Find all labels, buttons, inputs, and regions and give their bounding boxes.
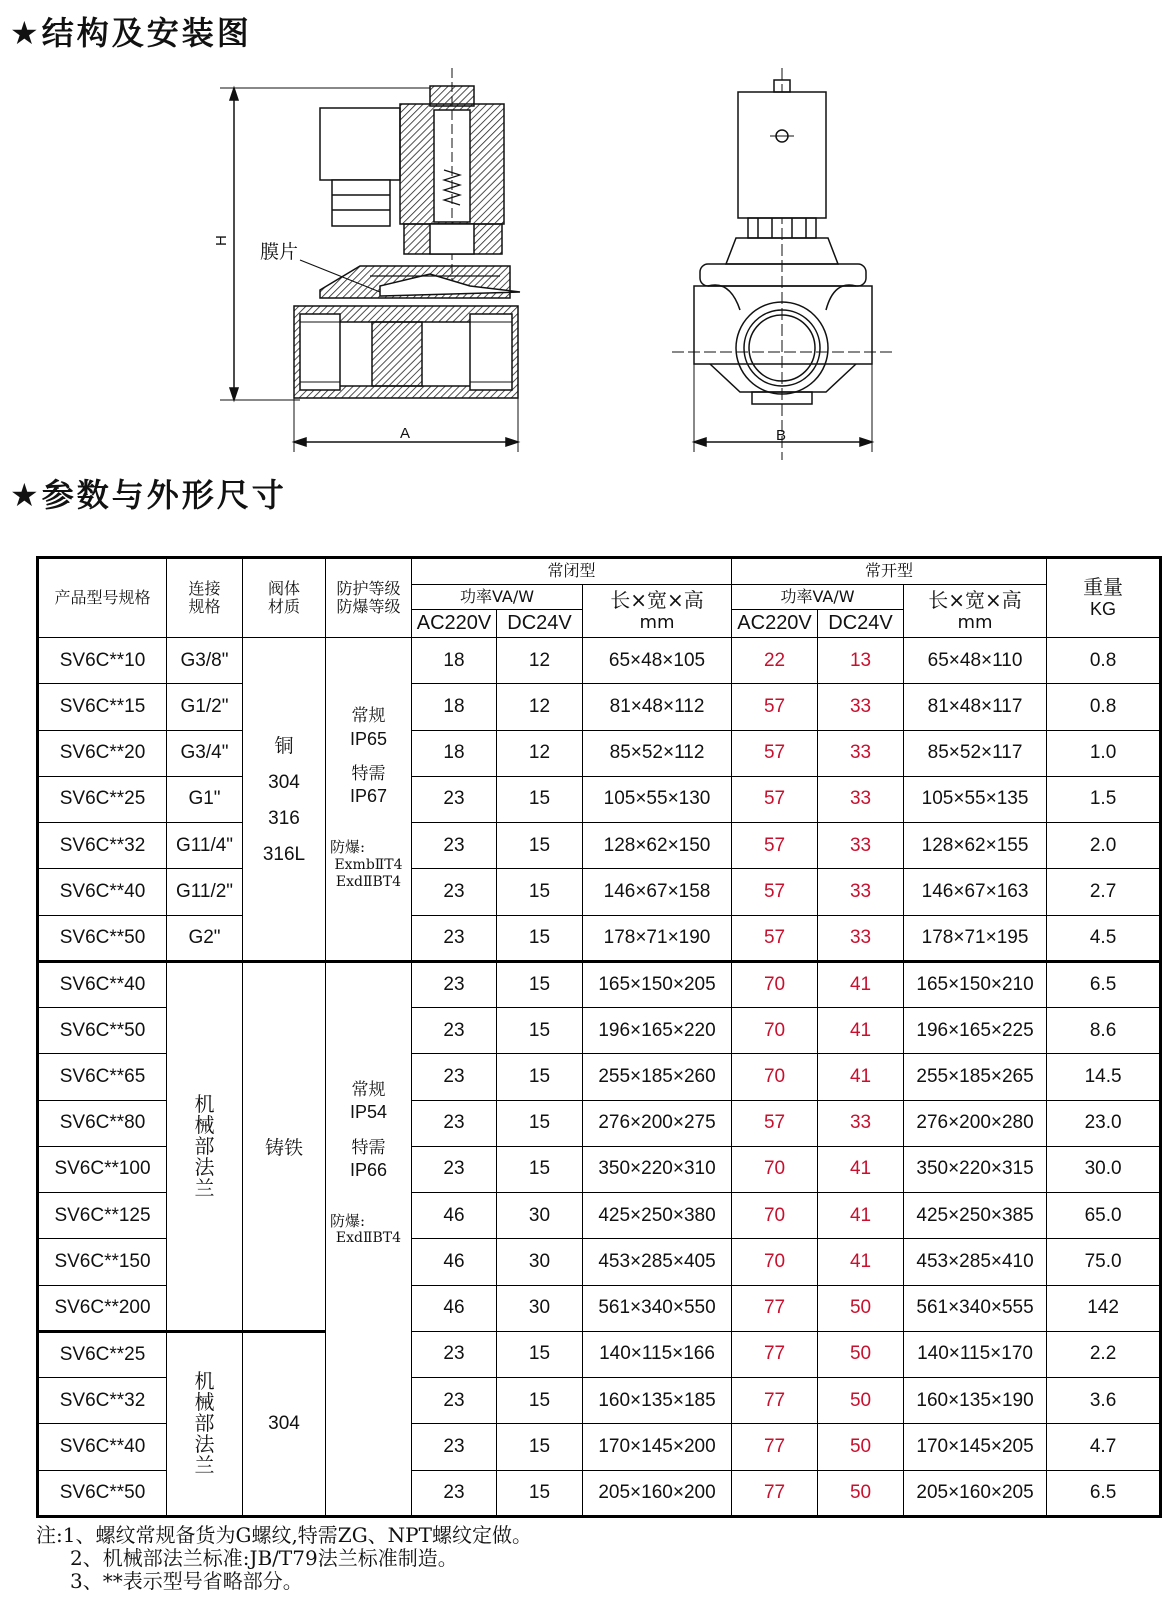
no-ac-cell: 77 <box>732 1331 818 1377</box>
no-ac-cell: 57 <box>732 776 818 822</box>
nc-dims-cell: 140×115×166 <box>583 1331 732 1377</box>
no-ac-cell: 22 <box>732 638 818 684</box>
table-row <box>38 1331 1161 1377</box>
no-dims-cell: 205×160×205 <box>904 1470 1047 1517</box>
no-ac-cell: 70 <box>732 1054 818 1100</box>
no-ac-cell: 57 <box>732 823 818 869</box>
nc-dims-cell: 170×145×200 <box>583 1424 732 1470</box>
nc-ac-cell: 46 <box>412 1285 497 1331</box>
spec-table <box>36 556 1162 1518</box>
nc-dims-cell: 276×200×275 <box>583 1100 732 1146</box>
nc-dims-cell: 81×48×112 <box>583 684 732 730</box>
weight-cell: 75.0 <box>1047 1239 1161 1285</box>
weight-cell: 4.7 <box>1047 1424 1161 1470</box>
table-row <box>38 961 1161 1007</box>
weight-cell: 0.8 <box>1047 684 1161 730</box>
header-dims-no: 长×宽×高 mm <box>904 585 1047 638</box>
material-cell: 铸铁 <box>243 961 326 1331</box>
model-cell: SV6C**80 <box>38 1100 167 1146</box>
no-ac-cell: 57 <box>732 915 818 961</box>
header-connection: 连接 规格 <box>167 558 243 638</box>
nc-ac-cell: 18 <box>412 684 497 730</box>
nc-dc-cell: 15 <box>497 1100 583 1146</box>
note-3: 3、**表示型号省略部分。 <box>70 1569 303 1593</box>
header-dc-no: DC24V <box>818 610 904 638</box>
header-material: 阀体 材质 <box>243 558 326 638</box>
nc-dims-cell: 196×165×220 <box>583 1008 732 1054</box>
no-ac-cell: 57 <box>732 684 818 730</box>
model-cell: SV6C**50 <box>38 915 167 961</box>
model-cell: SV6C**25 <box>38 1331 167 1377</box>
nc-dc-cell: 15 <box>497 1470 583 1517</box>
no-dc-cell: 41 <box>818 1239 904 1285</box>
table-row <box>38 915 1161 961</box>
no-ac-cell: 70 <box>732 1193 818 1239</box>
nc-ac-cell: 23 <box>412 1424 497 1470</box>
no-dc-cell: 33 <box>818 1100 904 1146</box>
no-ac-cell: 57 <box>732 869 818 915</box>
nc-dc-cell: 15 <box>497 1054 583 1100</box>
note-2: 2、机械部法兰标准:JB/T79法兰标准制造。 <box>70 1546 458 1570</box>
connection-cell: G11/2" <box>167 869 243 915</box>
no-ac-cell: 77 <box>732 1470 818 1517</box>
nc-dc-cell: 15 <box>497 1331 583 1377</box>
table-row <box>38 823 1161 869</box>
no-dims-cell: 561×340×555 <box>904 1285 1047 1331</box>
nc-ac-cell: 23 <box>412 961 497 1007</box>
nc-dims-cell: 205×160×200 <box>583 1470 732 1517</box>
table-row <box>38 776 1161 822</box>
no-dims-cell: 160×135×190 <box>904 1378 1047 1424</box>
no-dims-cell: 196×165×225 <box>904 1008 1047 1054</box>
nc-dims-cell: 146×67×158 <box>583 869 732 915</box>
dim-b-label: B <box>776 427 787 444</box>
table-row <box>38 684 1161 730</box>
weight-cell: 2.7 <box>1047 869 1161 915</box>
weight-cell: 6.5 <box>1047 1470 1161 1517</box>
connection-cell: G3/8" <box>167 638 243 684</box>
nc-dims-cell: 178×71×190 <box>583 915 732 961</box>
model-cell: SV6C**20 <box>38 730 167 776</box>
weight-cell: 142 <box>1047 1285 1161 1331</box>
diaphragm-label: 膜片 <box>260 241 299 263</box>
connection-cell: G2" <box>167 915 243 961</box>
header-dc-nc: DC24V <box>497 610 583 638</box>
weight-cell: 1.5 <box>1047 776 1161 822</box>
model-cell: SV6C**40 <box>38 869 167 915</box>
nc-dc-cell: 15 <box>497 823 583 869</box>
model-cell: SV6C**50 <box>38 1008 167 1054</box>
no-dims-cell: 255×185×265 <box>904 1054 1047 1100</box>
model-cell: SV6C**100 <box>38 1146 167 1192</box>
protection-cell: 常规 IP54 特需 IP66 防爆: ExdⅡBT4 <box>326 961 412 1516</box>
no-dc-cell: 50 <box>818 1285 904 1331</box>
no-ac-cell: 77 <box>732 1424 818 1470</box>
model-cell: SV6C**125 <box>38 1193 167 1239</box>
no-dc-cell: 41 <box>818 1146 904 1192</box>
weight-cell: 6.5 <box>1047 961 1161 1007</box>
nc-ac-cell: 18 <box>412 730 497 776</box>
header-weight: 重量 KG <box>1047 558 1161 638</box>
no-dims-cell: 65×48×110 <box>904 638 1047 684</box>
no-ac-cell: 77 <box>732 1378 818 1424</box>
weight-cell: 65.0 <box>1047 1193 1161 1239</box>
header-power-no: 功率VA/W <box>732 585 904 610</box>
header-model: 产品型号规格 <box>38 558 167 638</box>
nc-ac-cell: 23 <box>412 915 497 961</box>
no-ac-cell: 70 <box>732 1239 818 1285</box>
header-power-nc: 功率VA/W <box>412 585 583 610</box>
no-ac-cell: 57 <box>732 1100 818 1146</box>
no-dims-cell: 350×220×315 <box>904 1146 1047 1192</box>
connection-cell: G1/2" <box>167 684 243 730</box>
section-title-params: ★参数与外形尺寸 <box>10 476 287 514</box>
model-cell: SV6C**40 <box>38 961 167 1007</box>
weight-cell: 30.0 <box>1047 1146 1161 1192</box>
weight-cell: 3.6 <box>1047 1378 1161 1424</box>
header-dims-nc: 长×宽×高 mm <box>583 585 732 638</box>
no-dc-cell: 50 <box>818 1331 904 1377</box>
table-row <box>38 730 1161 776</box>
nc-dc-cell: 12 <box>497 638 583 684</box>
nc-dc-cell: 15 <box>497 776 583 822</box>
weight-cell: 2.2 <box>1047 1331 1161 1377</box>
no-dc-cell: 41 <box>818 1193 904 1239</box>
model-cell: SV6C**150 <box>38 1239 167 1285</box>
no-ac-cell: 70 <box>732 1146 818 1192</box>
weight-cell: 0.8 <box>1047 638 1161 684</box>
model-cell: SV6C**32 <box>38 823 167 869</box>
nc-ac-cell: 23 <box>412 776 497 822</box>
header-ac-nc: AC220V <box>412 610 497 638</box>
no-dims-cell: 425×250×385 <box>904 1193 1047 1239</box>
nc-dc-cell: 15 <box>497 869 583 915</box>
nc-ac-cell: 23 <box>412 823 497 869</box>
table-row <box>38 869 1161 915</box>
nc-dims-cell: 561×340×550 <box>583 1285 732 1331</box>
nc-dc-cell: 12 <box>497 684 583 730</box>
no-dc-cell: 50 <box>818 1378 904 1424</box>
no-ac-cell: 70 <box>732 961 818 1007</box>
model-cell: SV6C**65 <box>38 1054 167 1100</box>
nc-ac-cell: 23 <box>412 1331 497 1377</box>
weight-cell: 1.0 <box>1047 730 1161 776</box>
nc-dc-cell: 15 <box>497 1378 583 1424</box>
nc-ac-cell: 23 <box>412 1146 497 1192</box>
no-dc-cell: 50 <box>818 1424 904 1470</box>
nc-dc-cell: 15 <box>497 1146 583 1192</box>
no-ac-cell: 70 <box>732 1008 818 1054</box>
notes <box>36 1524 532 1593</box>
nc-ac-cell: 46 <box>412 1239 497 1285</box>
header-normally-closed: 常闭型 <box>412 558 732 585</box>
no-dims-cell: 170×145×205 <box>904 1424 1047 1470</box>
no-dims-cell: 146×67×163 <box>904 869 1047 915</box>
nc-dims-cell: 425×250×380 <box>583 1193 732 1239</box>
nc-dc-cell: 12 <box>497 730 583 776</box>
nc-ac-cell: 18 <box>412 638 497 684</box>
model-cell: SV6C**15 <box>38 684 167 730</box>
connection-cell: G11/4" <box>167 823 243 869</box>
connection-cell: G3/4" <box>167 730 243 776</box>
no-dc-cell: 33 <box>818 684 904 730</box>
header-normally-open: 常开型 <box>732 558 1047 585</box>
no-dc-cell: 41 <box>818 961 904 1007</box>
dim-h-label: H <box>213 235 230 246</box>
no-dims-cell: 81×48×117 <box>904 684 1047 730</box>
header-ac-no: AC220V <box>732 610 818 638</box>
no-dims-cell: 165×150×210 <box>904 961 1047 1007</box>
nc-ac-cell: 23 <box>412 869 497 915</box>
model-cell: SV6C**32 <box>38 1378 167 1424</box>
nc-dc-cell: 15 <box>497 961 583 1007</box>
model-cell: SV6C**10 <box>38 638 167 684</box>
nc-ac-cell: 23 <box>412 1054 497 1100</box>
connection-cell: 机械部法兰 <box>167 961 243 1331</box>
connection-cell: G1" <box>167 776 243 822</box>
protection-cell: 常规 IP65 特需 IP67 防爆: ExmbⅡT4 ExdⅡBT4 <box>326 638 412 962</box>
nc-ac-cell: 23 <box>412 1470 497 1517</box>
weight-cell: 2.0 <box>1047 823 1161 869</box>
material-cell: 铜 304 316 316L <box>243 638 326 962</box>
nc-dc-cell: 30 <box>497 1285 583 1331</box>
nc-dims-cell: 160×135×185 <box>583 1378 732 1424</box>
table-row <box>38 638 1161 684</box>
nc-dims-cell: 65×48×105 <box>583 638 732 684</box>
header-protection: 防护等级 防爆等级 <box>326 558 412 638</box>
no-dc-cell: 41 <box>818 1054 904 1100</box>
model-cell: SV6C**40 <box>38 1424 167 1470</box>
no-dc-cell: 41 <box>818 1008 904 1054</box>
no-dc-cell: 33 <box>818 915 904 961</box>
no-dims-cell: 85×52×117 <box>904 730 1047 776</box>
valve-drawings <box>0 60 1170 480</box>
nc-dims-cell: 255×185×260 <box>583 1054 732 1100</box>
no-dims-cell: 453×285×410 <box>904 1239 1047 1285</box>
no-dims-cell: 105×55×135 <box>904 776 1047 822</box>
nc-ac-cell: 46 <box>412 1193 497 1239</box>
no-dc-cell: 33 <box>818 730 904 776</box>
no-dc-cell: 13 <box>818 638 904 684</box>
side-view <box>672 68 894 460</box>
connection-cell: 机械部法兰 <box>167 1331 243 1516</box>
nc-dc-cell: 30 <box>497 1239 583 1285</box>
no-ac-cell: 77 <box>732 1285 818 1331</box>
no-dc-cell: 50 <box>818 1470 904 1517</box>
weight-cell: 8.6 <box>1047 1008 1161 1054</box>
nc-dims-cell: 453×285×405 <box>583 1239 732 1285</box>
nc-ac-cell: 23 <box>412 1008 497 1054</box>
no-dc-cell: 33 <box>818 823 904 869</box>
no-ac-cell: 57 <box>732 730 818 776</box>
no-dc-cell: 33 <box>818 869 904 915</box>
no-dims-cell: 178×71×195 <box>904 915 1047 961</box>
nc-dims-cell: 350×220×310 <box>583 1146 732 1192</box>
no-dims-cell: 276×200×280 <box>904 1100 1047 1146</box>
material-cell: 304 <box>243 1331 326 1516</box>
no-dims-cell: 140×115×170 <box>904 1331 1047 1377</box>
weight-cell: 4.5 <box>1047 915 1161 961</box>
dim-a-label: A <box>400 425 411 442</box>
weight-cell: 14.5 <box>1047 1054 1161 1100</box>
note-1: 注:1、螺纹常规备货为G螺纹,特需ZG、NPT螺纹定做。 <box>36 1523 532 1547</box>
nc-dc-cell: 15 <box>497 1424 583 1470</box>
nc-dc-cell: 30 <box>497 1193 583 1239</box>
nc-dims-cell: 128×62×150 <box>583 823 732 869</box>
nc-dims-cell: 85×52×112 <box>583 730 732 776</box>
no-dims-cell: 128×62×155 <box>904 823 1047 869</box>
nc-dc-cell: 15 <box>497 1008 583 1054</box>
nc-ac-cell: 23 <box>412 1378 497 1424</box>
nc-dc-cell: 15 <box>497 915 583 961</box>
model-cell: SV6C**200 <box>38 1285 167 1331</box>
section-title-structure: ★结构及安装图 <box>10 14 252 52</box>
nc-ac-cell: 23 <box>412 1100 497 1146</box>
nc-dims-cell: 165×150×205 <box>583 961 732 1007</box>
no-dc-cell: 33 <box>818 776 904 822</box>
nc-dims-cell: 105×55×130 <box>583 776 732 822</box>
model-cell: SV6C**25 <box>38 776 167 822</box>
model-cell: SV6C**50 <box>38 1470 167 1517</box>
weight-cell: 23.0 <box>1047 1100 1161 1146</box>
